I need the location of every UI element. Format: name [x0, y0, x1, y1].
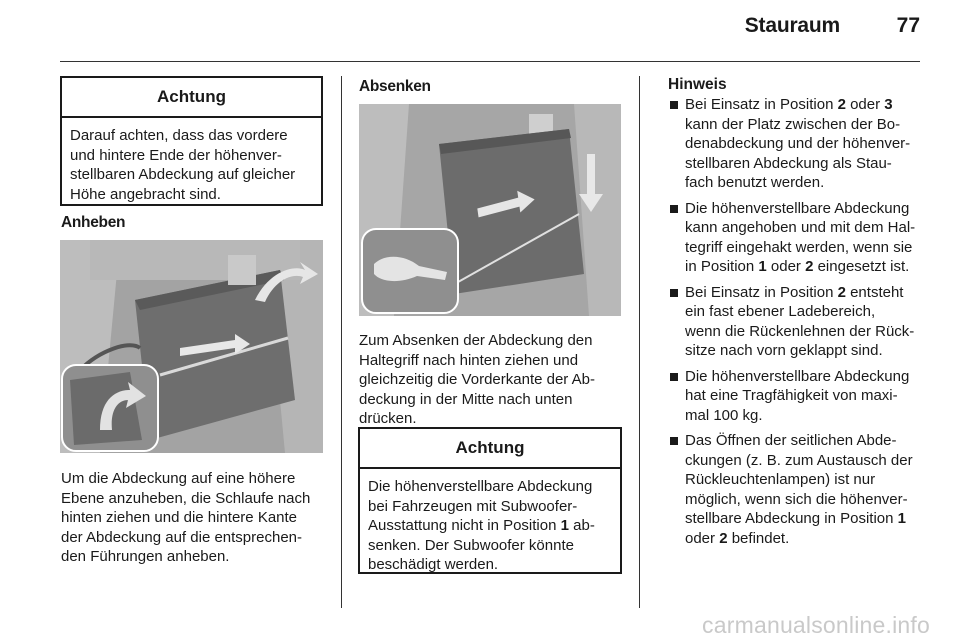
column-divider	[341, 76, 342, 608]
warning-box-left	[60, 76, 323, 206]
raise-cover-illustration	[60, 240, 323, 453]
text-line: hinten ziehen und die hintere Kante	[61, 509, 298, 526]
text-line: den Führungen anheben.	[61, 548, 230, 565]
text-line: und hintere Ende der höhenver-	[70, 146, 282, 164]
text-line: gleichzeitig die Vorderkante der Ab-	[359, 371, 595, 388]
warning-title: Achtung	[360, 429, 620, 469]
raise-instructions	[61, 469, 331, 567]
list-item: Bei Einsatz in Position 2 entsteht ein fast ebener Ladebereich, wenn die Rückenlehnen der Rück- sitze nach vorn geklappt sind.	[668, 283, 924, 361]
section-heading-absenken: Absenken	[359, 78, 431, 95]
text-line: drücken.	[359, 410, 417, 427]
text-line: Haltegriff nach hinten ziehen und	[359, 351, 579, 369]
text-line: stellbaren Abdeckung auf gleicher	[70, 166, 296, 183]
text-line: Höhe angebracht sind.	[70, 185, 221, 203]
lower-cover-illustration	[359, 104, 621, 316]
page-title: Stauraum	[744, 14, 840, 37]
text-line: Zum Absenken der Abdeckung den	[359, 332, 593, 349]
section-heading-anheben: Anheben	[61, 214, 126, 231]
list-item: Bei Einsatz in Position 2 oder 3 kann der Platz zwischen der Bo- denabdeckung und der höhenver- stellbaren Abdeckung als Stau- fach benutzt werden.	[668, 95, 924, 193]
text-line: Um die Abdeckung auf eine höhere	[61, 470, 296, 487]
text-line: Ausstattung nicht in Position 1 ab-	[368, 517, 595, 534]
warning-text	[360, 469, 620, 581]
text-line: beschädigt werden.	[368, 556, 499, 573]
warning-title: Achtung	[62, 78, 321, 118]
text-line: Die höhenverstellbare Abdeckung	[368, 478, 593, 495]
text-line: deckung in der Mitte nach unten	[359, 390, 573, 408]
header-rule	[60, 61, 920, 62]
lower-instructions	[359, 331, 629, 429]
watermark: carmanualsonline.info	[702, 612, 930, 638]
list-item: Die höhenverstellbare Abdeckung hat eine Tragfähigkeit von maxi- mal 100 kg.	[668, 367, 924, 426]
text-line: Darauf achten, dass das vordere	[70, 127, 288, 144]
list-item: Das Öffnen der seitlichen Abde- ckungen (z. B. zum Austausch der Rückleuchtenlampen) ist nur möglich, wenn sich die höhenver- stellbare Abdeckung in Position 1 oder 2 befindet.	[668, 431, 924, 548]
text-line: der Abdeckung auf die entsprechen-	[61, 528, 303, 546]
page-number: 77	[896, 14, 920, 37]
text-line: bei Fahrzeugen mit Subwoofer-	[368, 497, 578, 515]
notes-list	[668, 95, 924, 554]
column-divider	[639, 76, 640, 608]
notes-title: Hinweis	[668, 76, 727, 93]
text-line: senken. Der Subwoofer könnte	[368, 536, 574, 554]
text-line: Ebene anzuheben, die Schlaufe nach	[61, 489, 311, 507]
warning-box-middle	[358, 427, 622, 574]
warning-text	[62, 118, 321, 210]
list-item: Die höhenverstellbare Abdeckung kann angehoben und mit dem Hal- tegriff eingehakt werden, wenn sie in Position 1 oder 2 eingesetzt ist.	[668, 199, 924, 277]
